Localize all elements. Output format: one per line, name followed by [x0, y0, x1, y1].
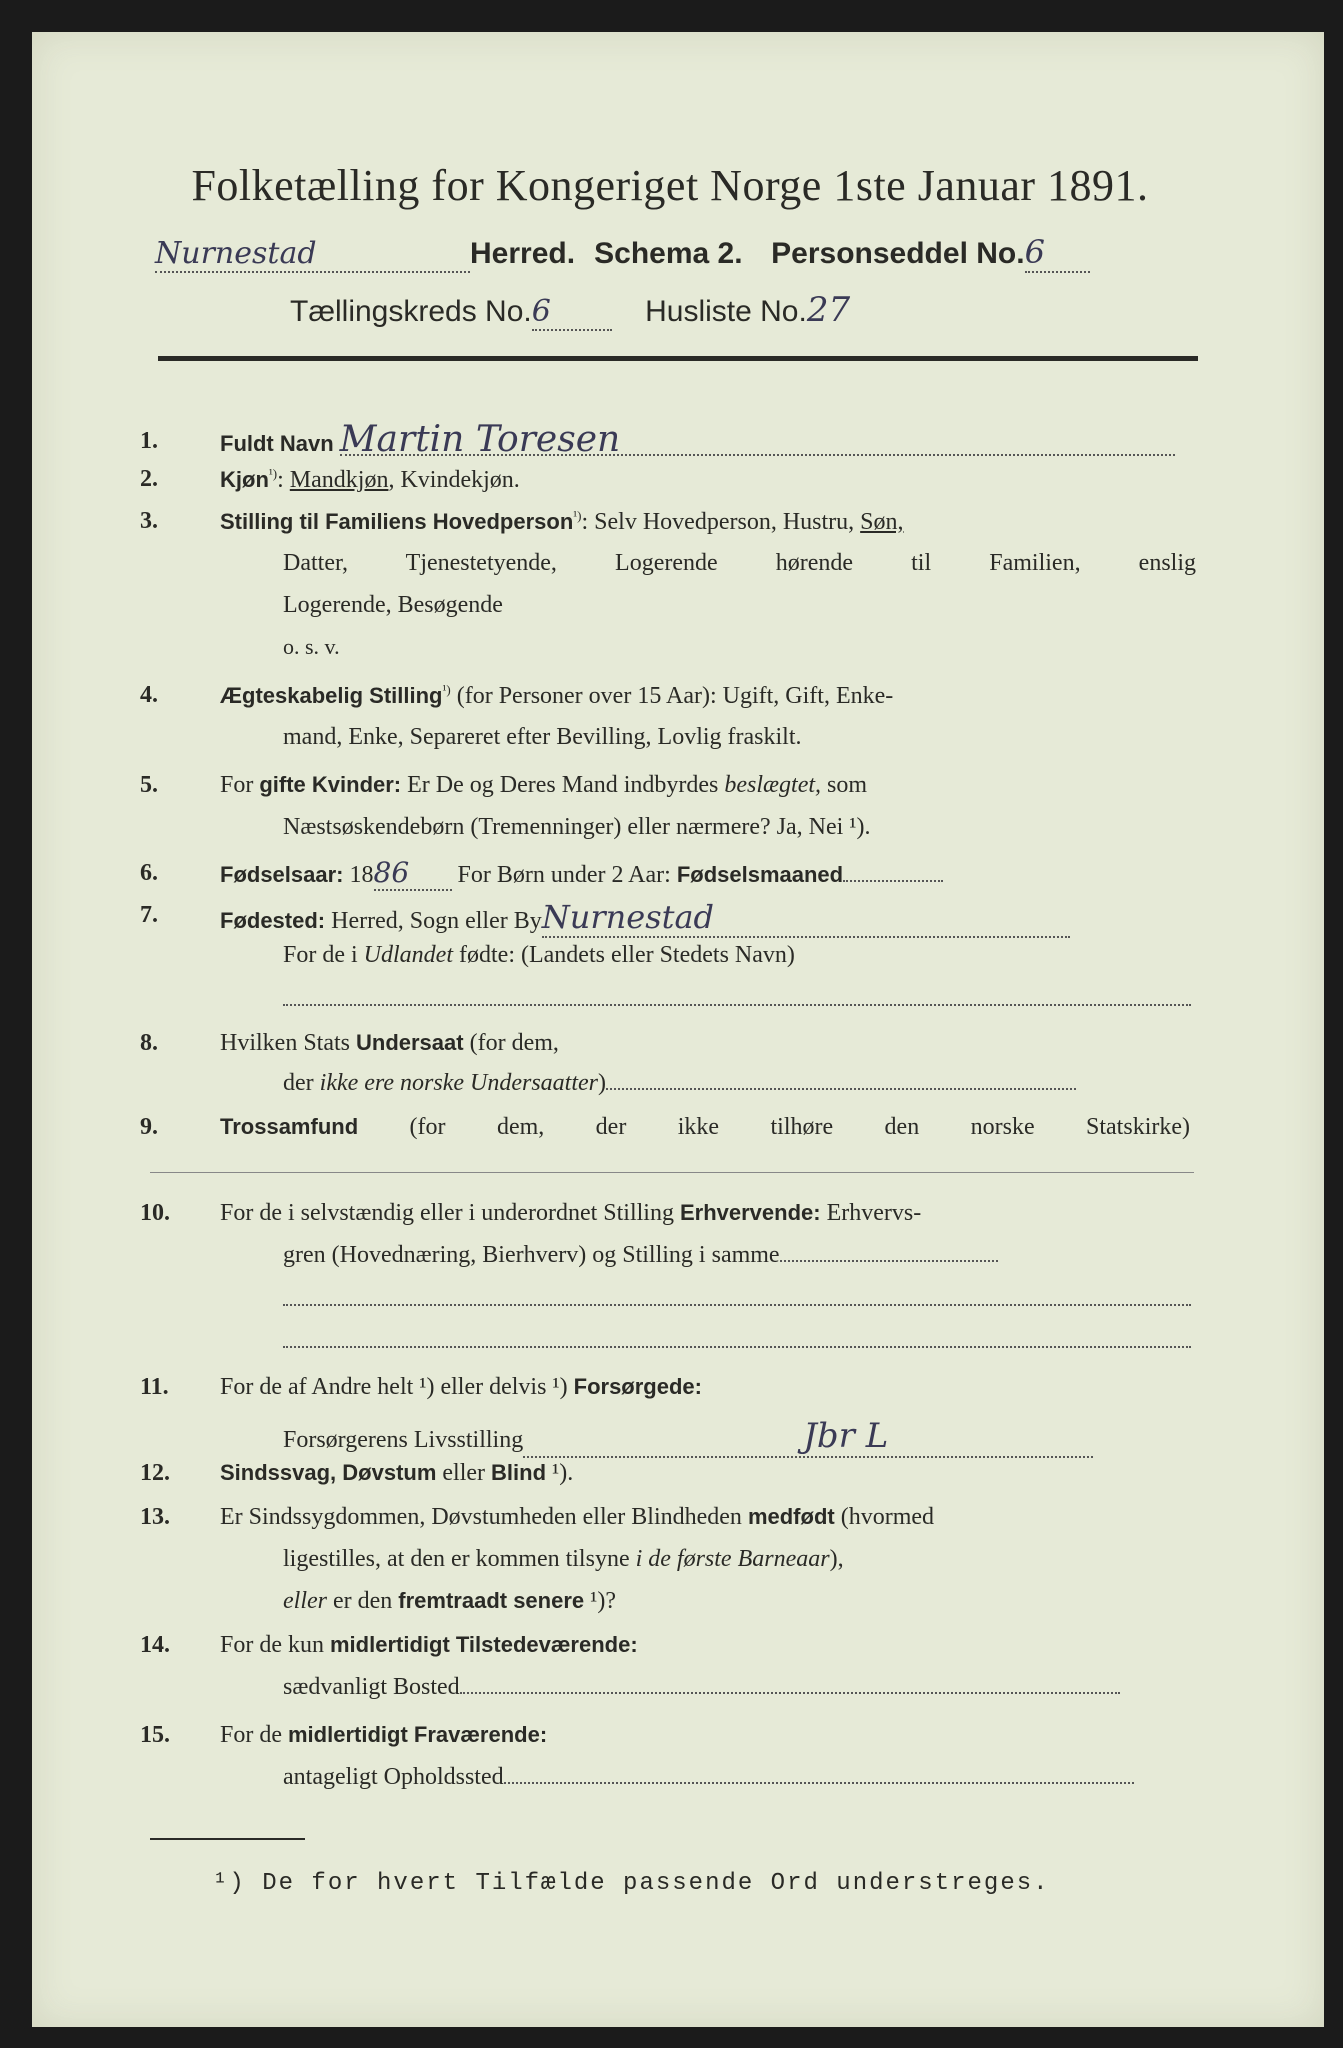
q2-label: Kjøn: [220, 467, 269, 492]
q8-label-a: Hvilken Stats: [220, 1030, 356, 1056]
q1-value: Martin Toresen: [340, 426, 1175, 456]
q3-line-4: o. s. v.: [283, 634, 340, 659]
q4-number: 4.: [140, 682, 158, 708]
q13-label: medfødt: [747, 1504, 835, 1529]
footnote-rule: [150, 1838, 305, 1840]
herred-label: Herred.: [470, 237, 576, 270]
q15-text-1a: For de: [220, 1722, 288, 1748]
q10-text-1a: For de i selvstændig eller i underordnet Stilling: [220, 1200, 680, 1226]
q13-line-3: [283, 1588, 616, 1615]
q11-line-2: [283, 1416, 1093, 1458]
q4-line-1: [220, 682, 893, 710]
q13-text-3b: ¹)?: [584, 1588, 616, 1614]
q14-line-2: [283, 1674, 1120, 1701]
q8-text-2i: ikke ere norske Undersaatter: [319, 1070, 599, 1096]
q15-label: midlertidigt Fraværende:: [288, 1722, 548, 1747]
q9-label: Trossamfund: [220, 1114, 359, 1139]
q8-field: [606, 1088, 1076, 1090]
q3-line-3: Logerende, Besøgende: [283, 592, 503, 618]
q14-number: 14.: [140, 1632, 170, 1658]
form-title: Folketælling for Kongeriget Norge 1ste Januar 1891.: [191, 161, 1149, 210]
q4-line-2: mand, Enke, Separeret efter Bevilling, Lovlig fraskilt.: [283, 724, 802, 750]
q7-text-2a: For de i: [283, 942, 364, 968]
q12-row: [220, 1460, 573, 1487]
q13-text-2i: i de første Barneaar: [635, 1546, 830, 1572]
q7-label: Fødested:: [220, 908, 326, 933]
q13-text-1a: Er Sindssygdommen, Døvstumheden eller Blindheden: [220, 1504, 748, 1530]
q11-label: Forsørgede:: [573, 1374, 702, 1399]
q3-line-1: [220, 508, 904, 536]
q14-field: [460, 1692, 1120, 1694]
q4-sup: ¹): [442, 682, 451, 697]
q12-text: eller: [436, 1460, 492, 1486]
header-rule: [158, 356, 1198, 361]
q12-tail: ¹).: [546, 1460, 574, 1486]
q15-text-2: antageligt Opholdssted: [283, 1764, 504, 1790]
q5-label: gifte Kvinder:: [259, 772, 402, 797]
q10-blank-line-2: [283, 1346, 1191, 1348]
q2-row: [220, 466, 520, 494]
q13-text-1b: (hvormed: [834, 1504, 935, 1530]
q6-month-field: [843, 880, 943, 882]
husliste-value: 27: [806, 290, 851, 330]
q5-text-1: Er De og Deres Mand indbyrdes: [401, 772, 725, 798]
q4-label: Ægteskabelig Stilling: [220, 683, 443, 708]
q7-line-2: [283, 942, 795, 969]
q15-line-2: [283, 1764, 1134, 1791]
q11-value: Jbr L: [523, 1416, 1093, 1458]
q10-blank-line-1: [283, 1304, 1191, 1306]
q2-number: 2.: [140, 466, 158, 492]
personseddel-label: Personseddel No.: [771, 237, 1025, 270]
divider-9-10: [150, 1172, 1194, 1173]
q2-mand: Mandkjøn: [289, 467, 389, 493]
q11-number: 11.: [140, 1374, 169, 1400]
q8-line-1: [220, 1030, 559, 1057]
q10-number: 10.: [140, 1200, 170, 1226]
q1-number: 1.: [140, 428, 158, 454]
q12-number: 12.: [140, 1460, 170, 1486]
q6-year-value: 86: [374, 856, 452, 891]
q15-field: [504, 1782, 1134, 1784]
q13-line-2: [283, 1546, 844, 1573]
q10-line-2: [283, 1242, 998, 1269]
q1-row: [220, 419, 1200, 460]
q7-udlandet: Udlandet: [363, 942, 453, 968]
q15-line-1: [220, 1722, 547, 1749]
q3-text-1: : Selv Hovedperson, Hustru,: [581, 509, 855, 535]
q10-field: [780, 1260, 998, 1262]
q13-text-2b: ),: [829, 1546, 844, 1572]
header-line-2: [290, 290, 850, 331]
q5-text-1b: som: [821, 772, 868, 798]
q2-sup: ¹): [268, 466, 278, 481]
q6-label-2: Fødselsmaaned: [676, 862, 844, 887]
q13-text-3i: eller: [283, 1588, 327, 1614]
q9-text: (for dem, der ikke tilhøre den norske Statskirke): [358, 1114, 1190, 1140]
q6-label: Fødselsaar:: [220, 862, 344, 887]
q7-number: 7.: [140, 902, 158, 928]
q7-line-1: [220, 898, 1070, 938]
q4-text-1: (for Personer over 15 Aar): Ugift, Gift, Enke-: [450, 683, 894, 709]
q13-text-3a: er den: [326, 1588, 399, 1614]
q6-year-prefix: 18: [343, 862, 374, 888]
q8-label: Undersaat: [356, 1030, 464, 1055]
q7-text-2c: (Landets eller Stedets Navn): [514, 942, 795, 968]
q5-beslaegtet: beslægtet,: [724, 772, 822, 798]
q6-number: 6.: [140, 860, 158, 886]
q5-number: 5.: [140, 772, 158, 798]
q14-line-1: [220, 1632, 638, 1659]
herred-value: Nurnestad: [155, 236, 470, 273]
q10-label: Erhvervende:: [679, 1200, 821, 1225]
q12-label: Sindssvag, Døvstum: [220, 1460, 437, 1485]
q13-label-2: fremtraadt senere: [398, 1588, 585, 1613]
q8-text-1: (for dem,: [463, 1030, 559, 1056]
header-line-1: [155, 233, 1090, 273]
q5-line-2: Næstsøskendebørn (Tremenninger) eller nærmere? Ja, Nei ¹).: [283, 814, 871, 840]
husliste-label: Husliste No.: [645, 295, 807, 328]
q9-row: [220, 1114, 1190, 1141]
q2-text-b: , Kvindekjøn.: [388, 467, 520, 493]
q6-row: [220, 856, 943, 891]
q8-text-2b: ): [598, 1070, 607, 1096]
q14-text-1a: For de kun: [220, 1632, 330, 1658]
q12-label-2: Blind: [491, 1460, 547, 1485]
q6-text: For Børn under 2 Aar:: [451, 862, 677, 888]
q8-text-2a: der: [283, 1070, 320, 1096]
q8-line-2: [283, 1070, 1076, 1097]
q10-text-1b: Erhvervs-: [820, 1200, 922, 1226]
q9-number: 9.: [140, 1114, 158, 1140]
q11-text-2: Forsørgerens Livsstilling: [283, 1427, 524, 1453]
q11-text-1a: For de af Andre helt ¹) eller delvis ¹): [220, 1374, 574, 1400]
q13-line-1: [220, 1504, 934, 1531]
q3-line-2: Datter, Tjenestetyende, Logerende hørende til Familien, enslig: [283, 550, 1196, 576]
q14-text-2: sædvanligt Bosted: [283, 1674, 460, 1700]
q5-label-a: For: [220, 772, 260, 798]
q13-number: 13.: [140, 1504, 170, 1530]
q11-line-1: [220, 1374, 702, 1401]
q3-sup: ¹): [573, 508, 582, 523]
q3-number: 3.: [140, 508, 158, 534]
taellingskreds-label: Tællingskreds No.: [290, 295, 532, 328]
q8-number: 8.: [140, 1030, 158, 1056]
q15-number: 15.: [140, 1722, 170, 1748]
personseddel-value: 6: [1025, 233, 1090, 273]
footnote: ¹) De for hvert Tilfælde passende Ord understreges.: [213, 1870, 1050, 1897]
taellingskreds-value: 6: [532, 294, 612, 331]
q10-line-1: [220, 1200, 921, 1227]
q7-value: Nurnestad: [542, 898, 1070, 938]
q7-text: Herred, Sogn eller By: [325, 908, 542, 934]
q1-label: Fuldt Navn: [220, 431, 334, 456]
q5-line-1: [220, 772, 867, 799]
q10-text-2: gren (Hovednæring, Bierhverv) og Stilling i samme: [283, 1242, 780, 1268]
schema-label: Schema 2.: [594, 237, 743, 270]
q13-text-2a: ligestilles, at den er kommen tilsyne: [283, 1546, 636, 1572]
q7-text-2b: fødte:: [453, 942, 515, 968]
q3-son: Søn,: [860, 509, 904, 535]
q7-blank-line: [283, 1004, 1191, 1006]
q2-text-a: :: [277, 467, 290, 493]
q3-label: Stilling til Familiens Hovedperson: [220, 509, 574, 534]
q14-label: midlertidigt Tilstedeværende:: [330, 1632, 638, 1657]
